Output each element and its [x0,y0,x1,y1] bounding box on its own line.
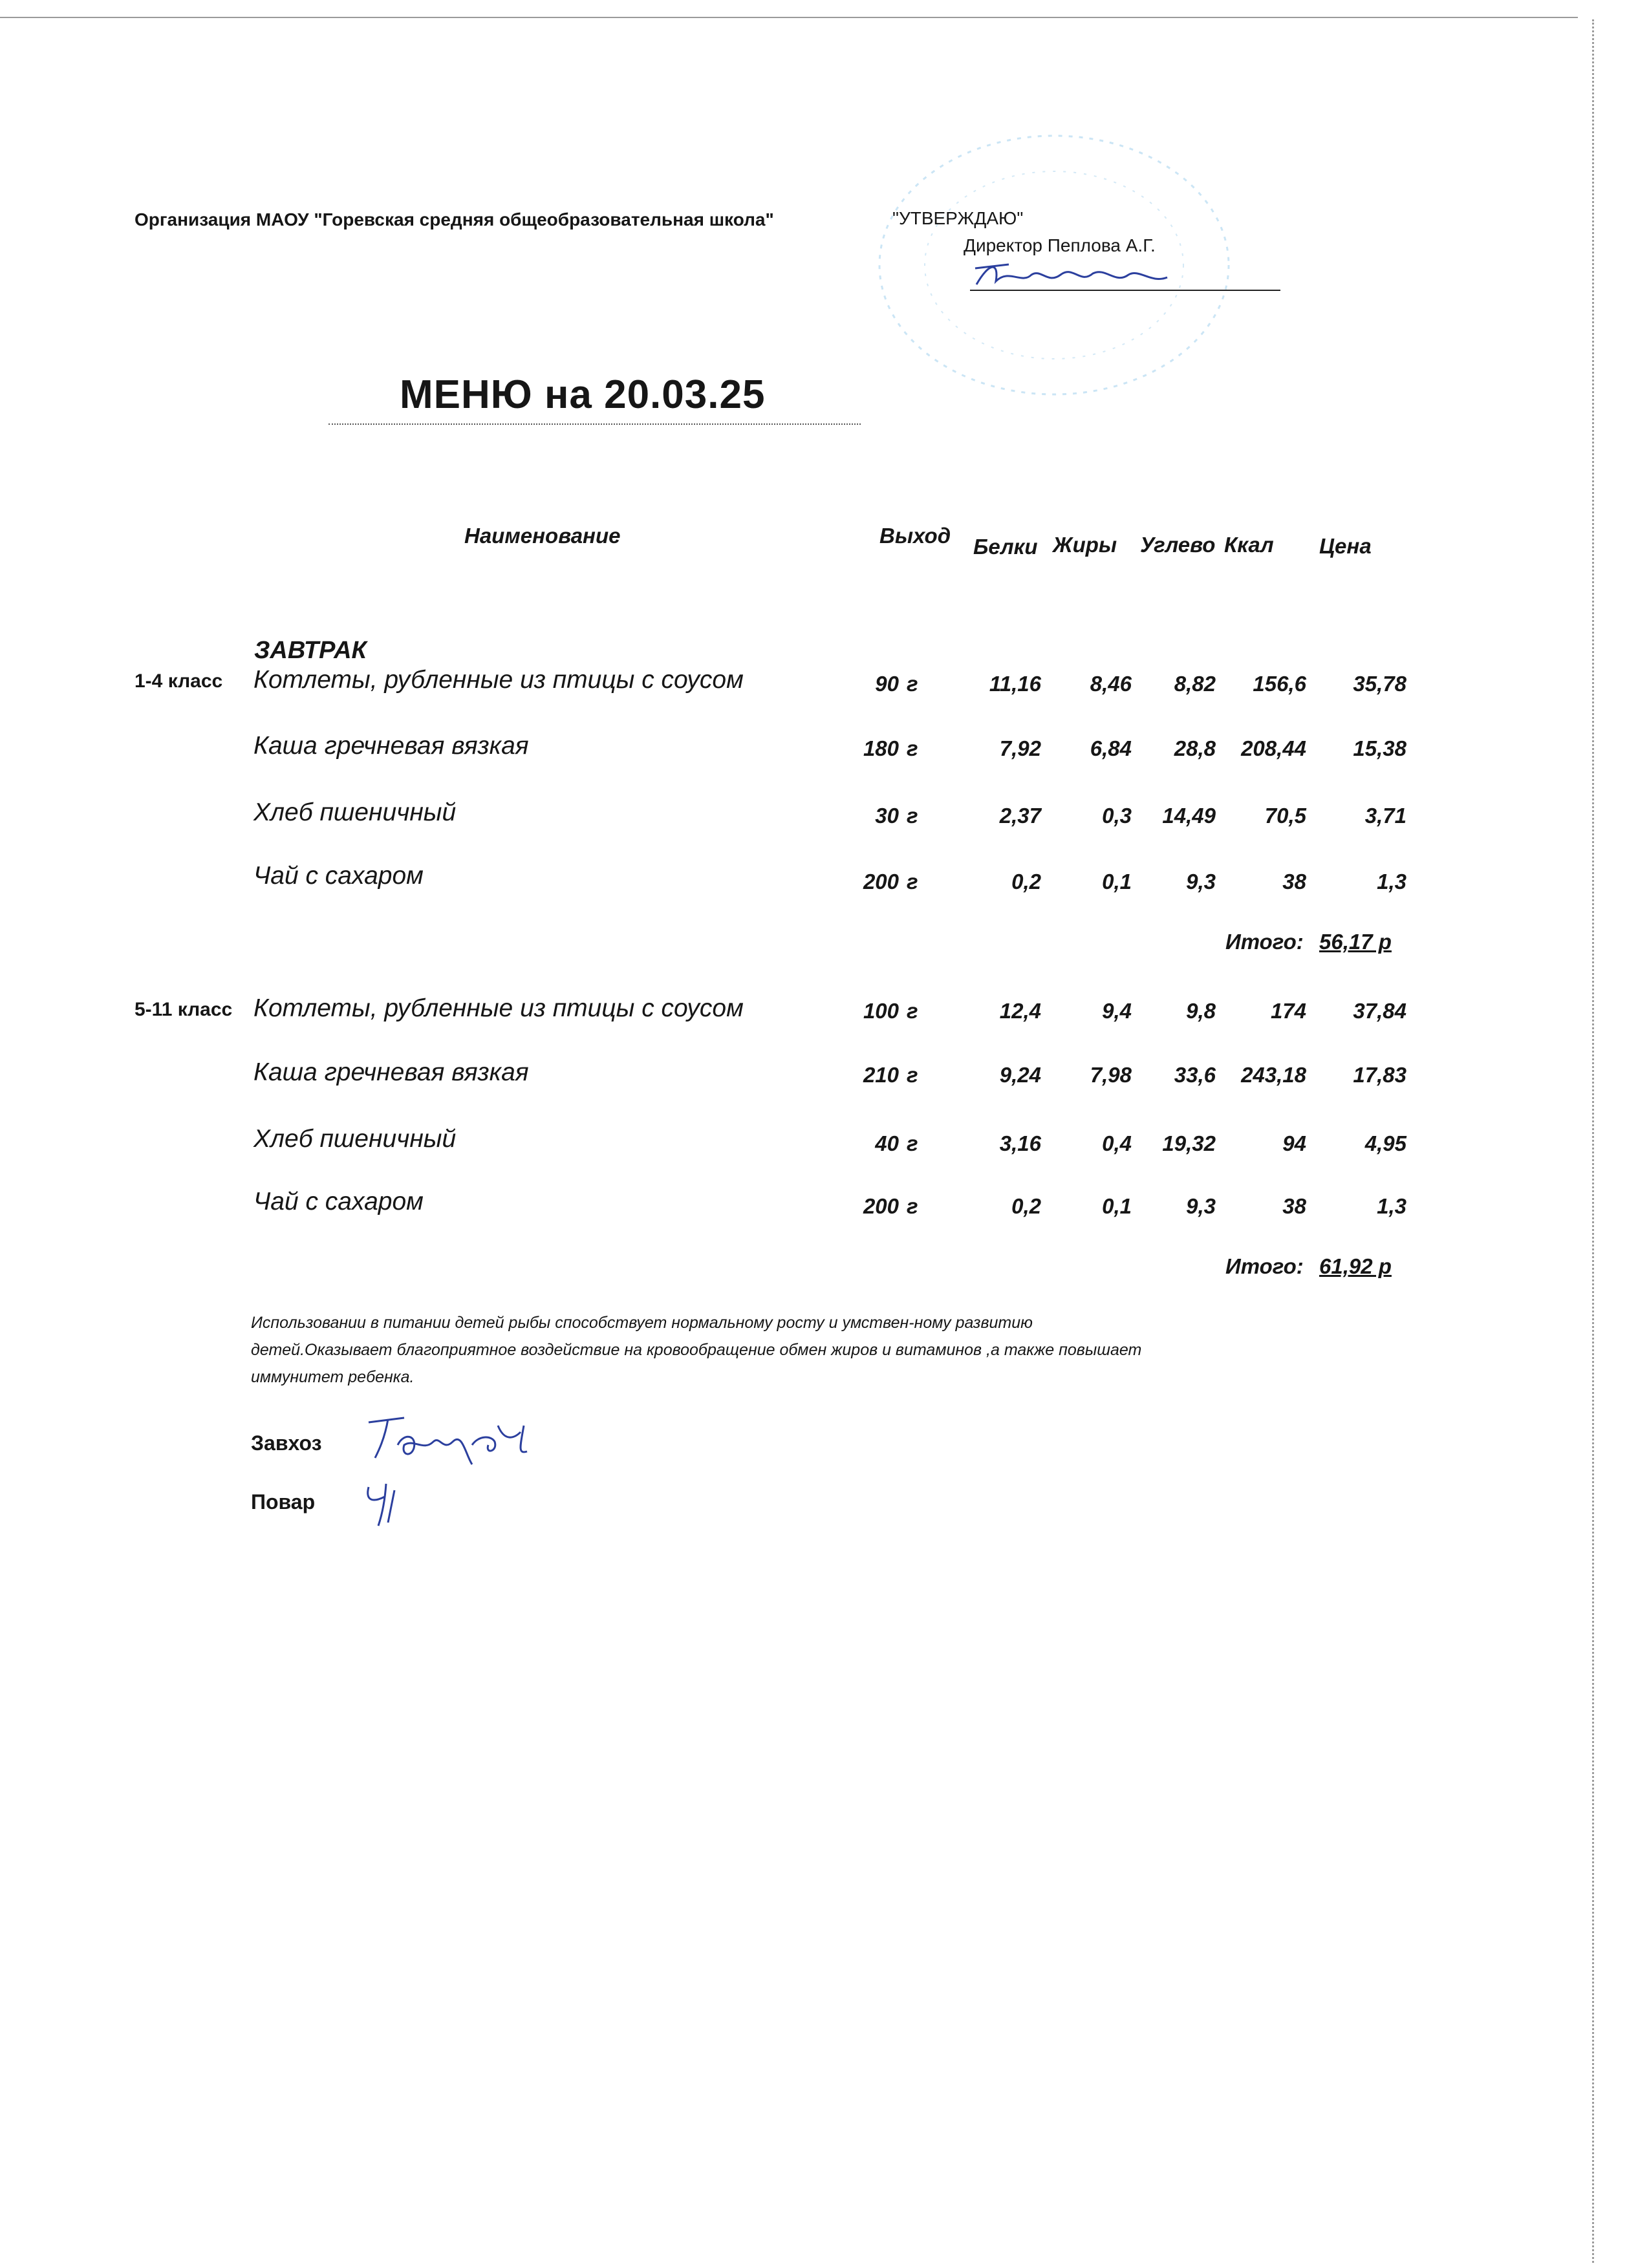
protein-value: 2,37 [999,804,1041,828]
director-signature [970,255,1177,294]
carbs-value: 9,3 [1186,1194,1216,1218]
column-header-price: Цена [1319,534,1372,558]
fat-value: 0,1 [1102,1194,1132,1218]
yield-unit: г [907,736,918,760]
price-value: 4,95 [1364,1131,1406,1155]
page-title: МЕНЮ на 20.03.25 [400,372,766,417]
protein-value: 0,2 [1011,870,1041,893]
kcal-value: 243,18 [1241,1063,1306,1087]
price-value: 3,71 [1364,804,1406,828]
column-header-fat: Жиры [1053,533,1117,557]
page-right-edge [1592,19,1594,2263]
yield-value: 90 [875,672,899,696]
title-underline [329,423,861,425]
price-value: 15,38 [1353,736,1406,760]
total-value: 56,17 р [1319,930,1392,954]
dish-name: Чай с сахаром [253,1188,424,1215]
fat-value: 7,98 [1090,1063,1132,1087]
yield-value: 200 [863,1194,899,1218]
yield-value: 200 [863,870,899,893]
protein-value: 3,16 [999,1131,1041,1155]
kcal-value: 156,6 [1253,672,1306,696]
kcal-value: 38 [1282,870,1306,893]
kcal-value: 38 [1282,1194,1306,1218]
cook-label: Повар [251,1490,316,1514]
column-header-kcal: Ккал [1224,533,1274,557]
carbs-value: 14,49 [1162,804,1216,828]
price-value: 1,3 [1377,1194,1406,1218]
price-value: 17,83 [1353,1063,1406,1087]
protein-value: 11,16 [989,672,1041,696]
total-label: Итого: [1225,1254,1304,1278]
cook-signature [359,1477,424,1529]
price-value: 37,84 [1353,999,1406,1023]
yield-value: 40 [875,1131,899,1155]
yield-unit: г [907,870,918,893]
class-label: 5-11 класс [135,999,233,1020]
meal-label: ЗАВТРАК [254,637,367,664]
storekeeper-signature [359,1406,553,1471]
dish-name: Котлеты, рубленные из птицы с соусом [253,994,744,1022]
column-header-carbs: Углево [1140,533,1216,557]
director-name: Директор Пеплова А.Г. [964,235,1156,255]
fat-value: 6,84 [1090,736,1132,760]
total-label: Итого: [1225,930,1304,954]
fat-value: 0,4 [1102,1131,1132,1155]
fat-value: 8,46 [1090,672,1132,696]
yield-value: 100 [863,999,899,1023]
column-header-name: Наименование [464,524,621,548]
class-label: 1-4 класс [135,670,223,692]
yield-unit: г [907,672,918,696]
organization-name: Организация МАОУ "Горевская средняя общеобразовательная школа" [135,209,774,230]
carbs-value: 28,8 [1174,736,1216,760]
yield-unit: г [907,999,918,1023]
yield-unit: г [907,1063,918,1087]
protein-value: 7,92 [999,736,1041,760]
director-signature-line [970,290,1280,291]
yield-value: 210 [863,1063,899,1087]
yield-unit: г [907,804,918,828]
price-value: 35,78 [1353,672,1406,696]
kcal-value: 174 [1270,999,1306,1023]
price-value: 1,3 [1377,870,1406,893]
carbs-value: 8,82 [1174,672,1216,696]
protein-value: 12,4 [999,999,1041,1023]
page-top-edge [0,17,1578,18]
fat-value: 9,4 [1102,999,1132,1023]
dish-name: Каша гречневая вязкая [253,1058,529,1086]
yield-unit: г [907,1194,918,1218]
dish-name: Котлеты, рубленные из птицы с соусом [253,666,744,694]
protein-value: 0,2 [1011,1194,1041,1218]
kcal-value: 70,5 [1264,804,1306,828]
nutrition-note: Использовании в питании детей рыбы способствует нормальному росту и умствен-ному развитию детей.Оказывает благоприятное воздействие на кровообращение обмен жиров и витаминов ,а также повышает иммунитет ребенка. [251,1314,1142,1386]
kcal-value: 94 [1282,1131,1306,1155]
yield-value: 30 [875,804,899,828]
fat-value: 0,1 [1102,870,1132,893]
kcal-value: 208,44 [1241,736,1306,760]
protein-value: 9,24 [999,1063,1041,1087]
carbs-value: 9,3 [1186,870,1216,893]
yield-value: 180 [863,736,899,760]
approval-label: "УТВЕРЖДАЮ" [892,208,1024,228]
dish-name: Хлеб пшеничный [253,798,457,826]
carbs-value: 19,32 [1162,1131,1216,1155]
carbs-value: 9,8 [1186,999,1216,1023]
column-header-protein: Белки [973,535,1038,559]
dish-name: Каша гречневая вязкая [253,732,529,760]
storekeeper-label: Завхоз [251,1431,322,1455]
yield-unit: г [907,1131,918,1155]
dish-name: Чай с сахаром [253,862,424,890]
fat-value: 0,3 [1102,804,1132,828]
dish-name: Хлеб пшеничный [253,1125,457,1153]
carbs-value: 33,6 [1174,1063,1216,1087]
column-header-yield: Выход [879,524,951,548]
total-value: 61,92 р [1319,1254,1392,1278]
